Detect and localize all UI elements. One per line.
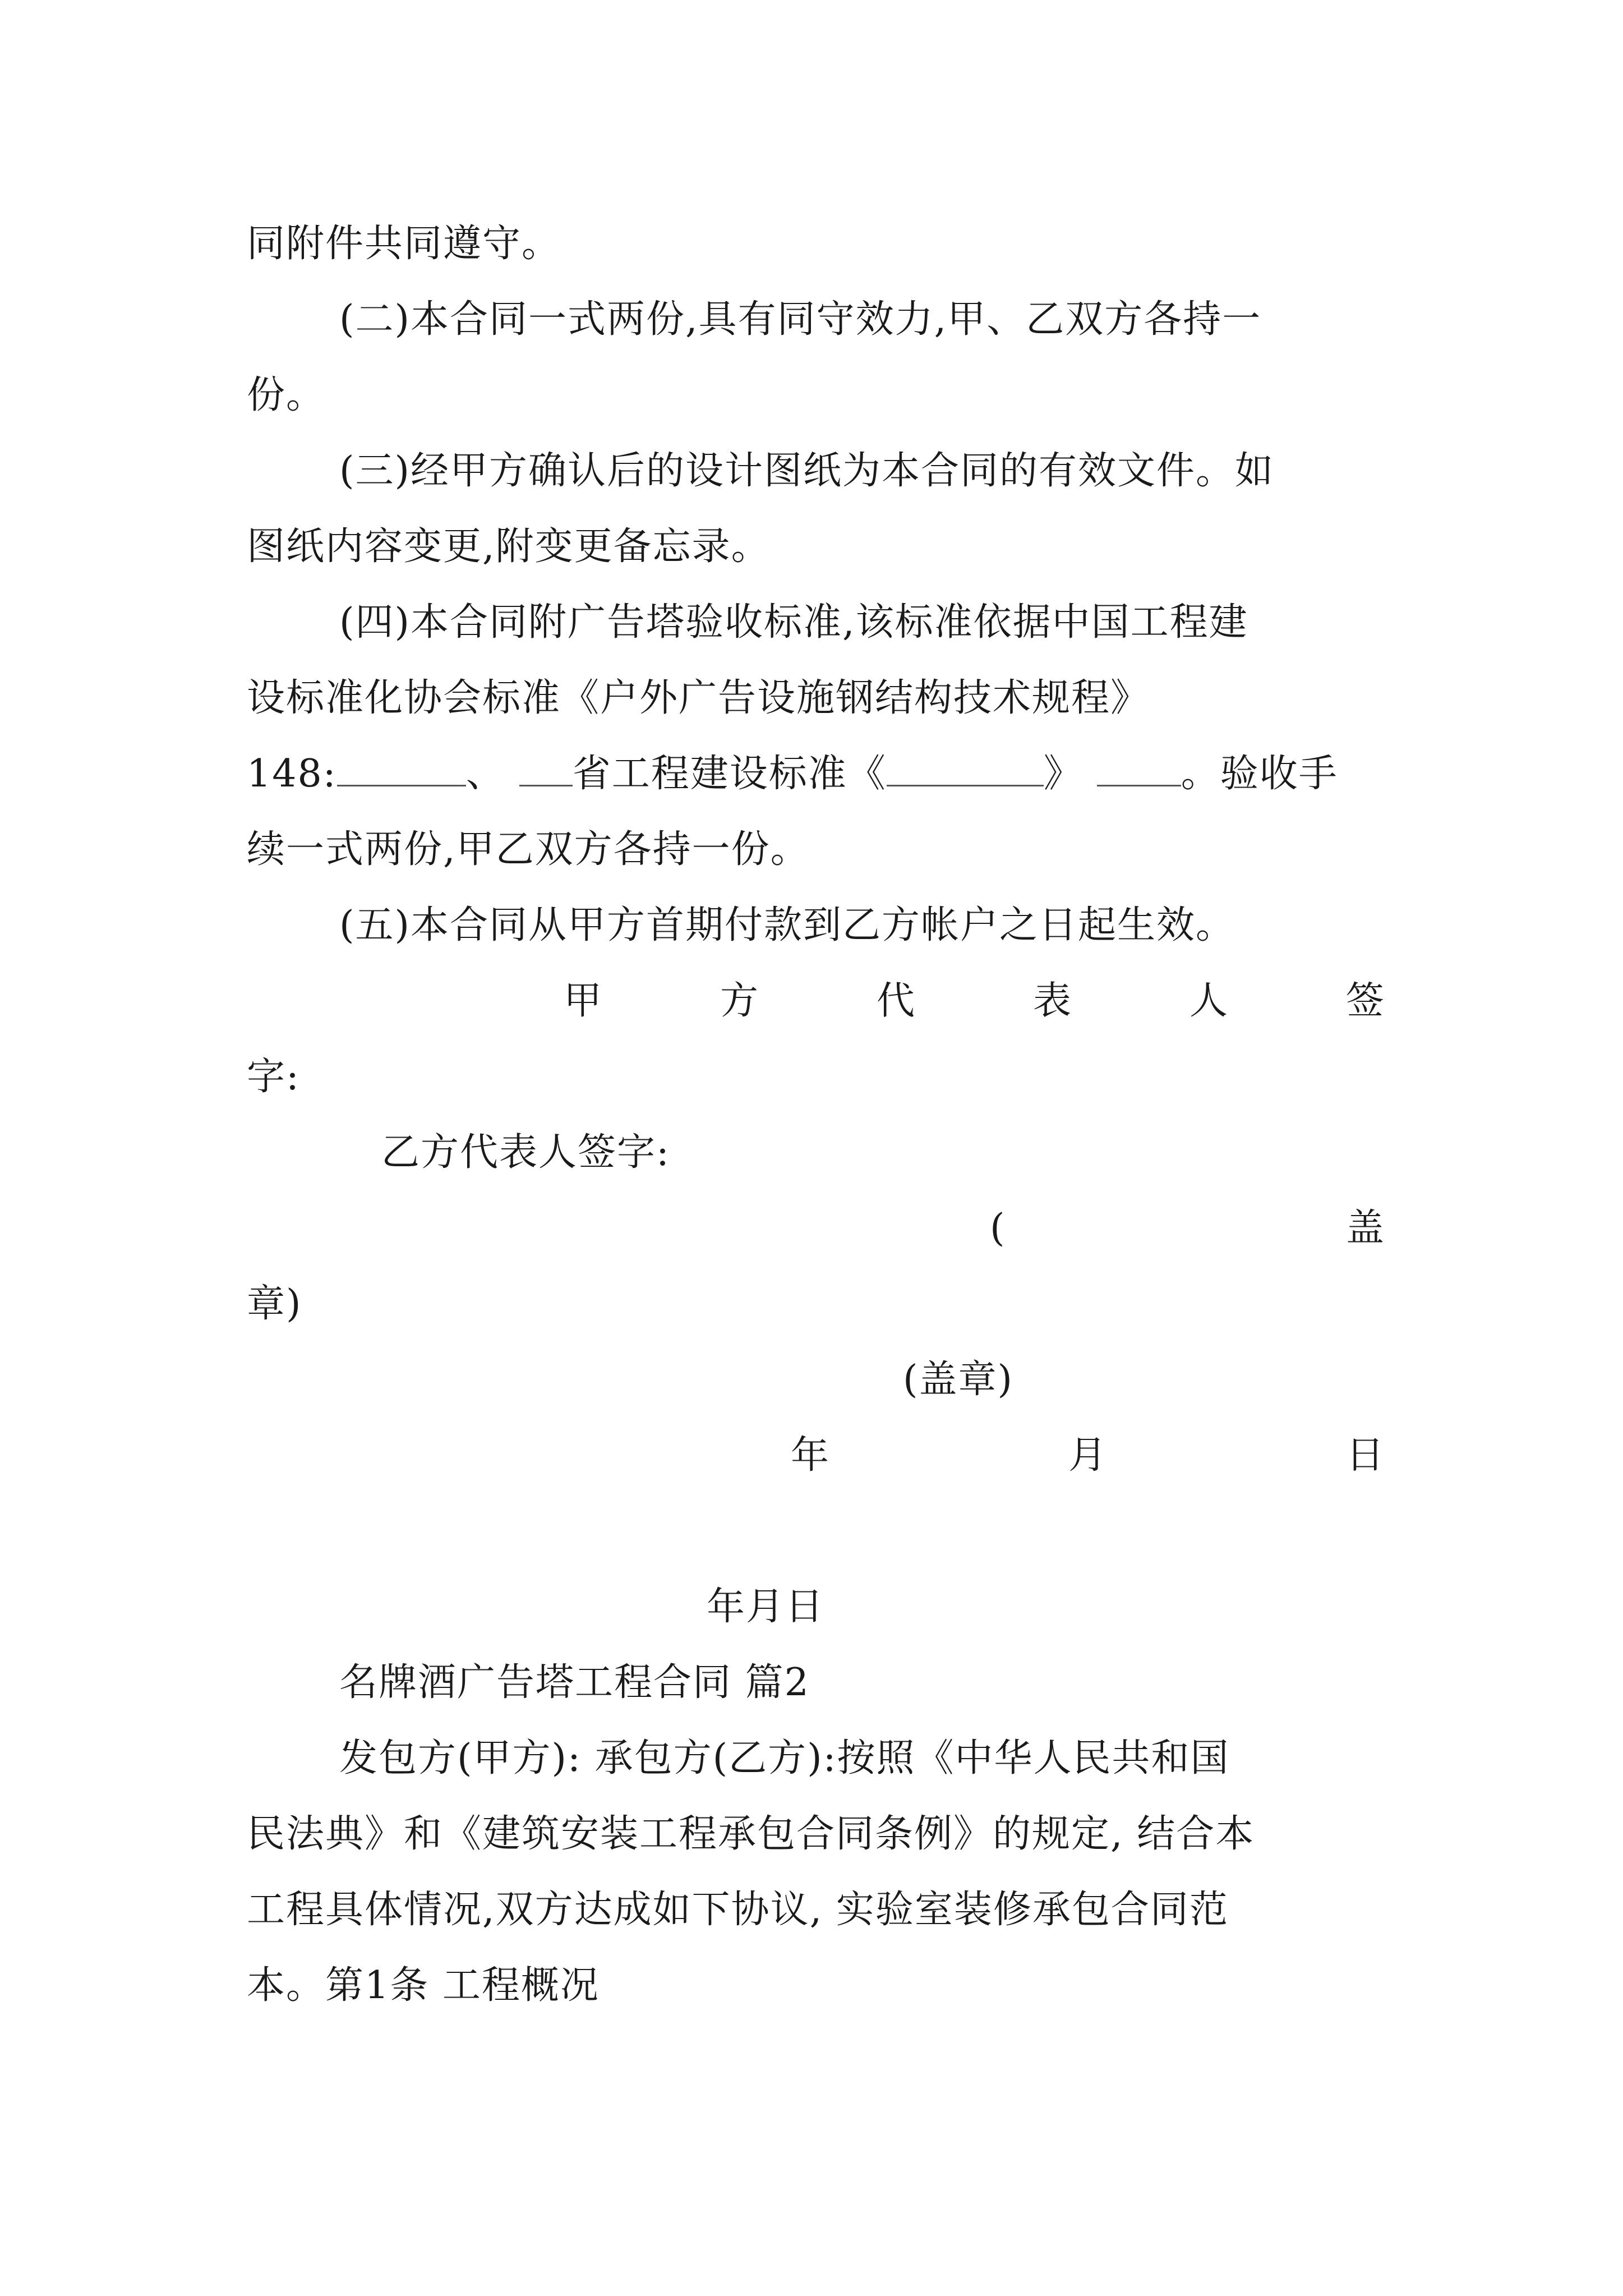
fill-blank [1097, 751, 1181, 786]
paragraph-line: (二)本合同一式两份,具有同守效力,甲、乙双方各持一 [339, 297, 1262, 342]
char: 签 [1345, 979, 1385, 1023]
paragraph-line: (三)经甲方确认后的设计图纸为本合同的有效文件。如 [339, 449, 1275, 493]
paragraph-line: 设标准化协会标准《户外广告设施钢结构技术规程》 [247, 676, 1150, 720]
text-segment: 。验收手 [1181, 752, 1338, 796]
date-month-label: 月 [1068, 1433, 1108, 1478]
text-segment: 省工程建设标准《 [572, 752, 887, 796]
signature-line-party-a [564, 973, 1385, 1029]
paragraph-line: 份。 [247, 373, 326, 417]
section-heading: 名牌酒广告塔工程合同 篇2 [339, 1660, 810, 1705]
char: 人 [1189, 979, 1229, 1023]
date-year-label: 年 [791, 1433, 831, 1478]
paragraph-line: 字: [247, 1055, 300, 1099]
char: 甲 [564, 979, 603, 1023]
char: 表 [1032, 979, 1072, 1023]
text-segment: 、 [465, 752, 505, 796]
paragraph-line: 工程具体情况,双方达成如下协议, 实验室装修承包合同范 [247, 1888, 1229, 1932]
fill-blank [519, 751, 573, 786]
paragraph-line: 民法典》和《建筑安装工程承包合同条例》的规定, 结合本 [247, 1812, 1255, 1856]
paragraph-line: 续一式两份,甲乙双方各持一份。 [247, 827, 810, 872]
paragraph-line-with-blanks [247, 746, 1385, 802]
date-line: 年月日 [707, 1585, 825, 1629]
char: 方 [720, 979, 759, 1023]
paragraph-line: 发包方(甲方): 承包方(乙方):按照《中华人民共和国 [339, 1736, 1230, 1780]
paragraph-line: 章) [247, 1282, 302, 1326]
paragraph-line: 同附件共同遵守。 [247, 222, 561, 266]
char: 代 [876, 979, 916, 1023]
date-day-label: 日 [1345, 1433, 1385, 1478]
text-segment: 》 [1043, 752, 1083, 796]
seal-line [990, 1200, 1385, 1257]
char: ( [990, 1206, 1006, 1250]
paragraph-line: 图纸内容变更,附变更备忘录。 [247, 524, 771, 569]
paragraph-line: (四)本合同附广告塔验收标准,该标准依据中国工程建 [339, 600, 1248, 645]
signature-line-party-b: 乙方代表人签字: [381, 1130, 670, 1175]
text-segment: 148: [247, 752, 337, 796]
paragraph-line: 本。第1条 工程概况 [247, 1963, 600, 2008]
seal-line: (盖章) [903, 1358, 1014, 1402]
date-line [791, 1428, 1385, 1484]
fill-blank [337, 751, 466, 786]
fill-blank [887, 751, 1044, 786]
paragraph-line: (五)本合同从甲方首期付款到乙方帐户之日起生效。 [339, 903, 1235, 947]
char: 盖 [1345, 1206, 1385, 1250]
